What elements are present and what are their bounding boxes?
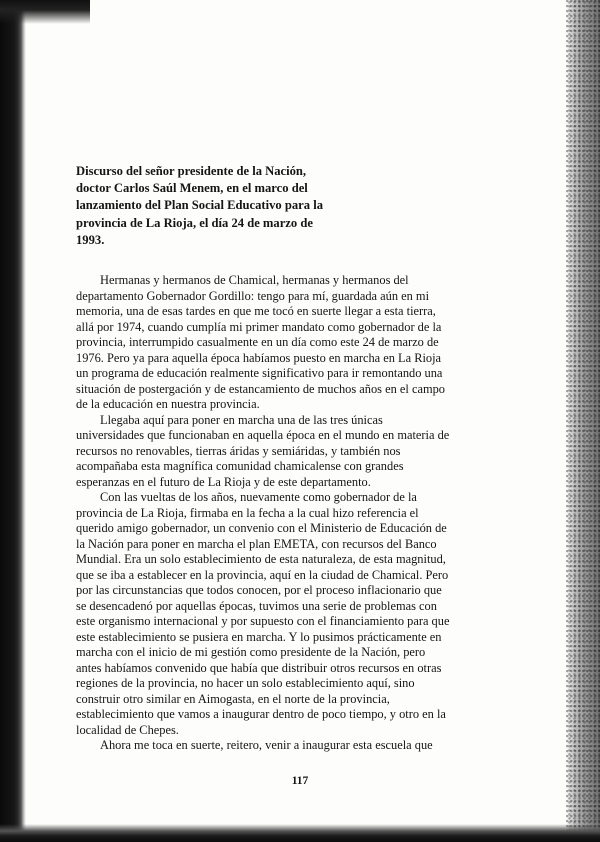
speech-paragraph-2 [76,413,486,491]
body-line: situación de postergación y de estancamiento de muchos años en el campo [76,381,445,396]
body-line: querido amigo gobernador, un convenio con el Ministerio de Educación de [76,521,447,536]
page-content [76,163,486,754]
body-line: memoria, una de esas tardes en que me tocó en suerte llegar a esta tierra, [76,304,436,319]
body-line: establecimiento que vamos a inaugurar dentro de poco tiempo, y otro en la [76,707,446,722]
body-line: este establecimiento se pusiera en marcha. Y lo pusimos prácticamente en [76,629,442,644]
heading-line: 1993. [76,232,105,247]
body-line: se desencadenó por aquellas épocas, tuvimos una serie de problemas con [76,598,437,613]
body-line: por las circunstancias que todos conocen, por el proceso inflacionario que [76,583,442,598]
heading-line: lanzamiento del Plan Social Educativo para la [76,198,323,213]
body-line: este organismo internacional y por supuesto con el financiamiento para que [76,614,450,629]
heading-line: doctor Carlos Saúl Menem, en el marco del [76,181,308,196]
body-line: allá por 1974, cuando cumplía mi primer mandato como gobernador de la [76,319,442,334]
body-line: de la educación en nuestra provincia. [76,397,260,412]
body-line: Con las vueltas de los años, nuevamente como gobernador de la [100,490,417,505]
scan-edge-left [0,0,26,842]
body-line: 1976. Pero ya para aquella época habíamos puesto en marcha en La Rioja [76,350,442,365]
heading-line: provincia de La Rioja, el día 24 de marzo de [76,215,313,230]
body-line: recursos no renovables, tierras áridas y semiáridas, y también nos [76,443,401,458]
body-line: acompañaba esta magnífica comunidad chamicalense con grandes [76,459,404,474]
body-line: regiones de la provincia, no hacer un solo establecimiento aquí, sino [76,676,415,691]
body-line: construir otro similar en Aimogasta, en el norte de la provincia, [76,691,390,706]
speech-paragraph-4 [76,738,486,754]
page-number: 117 [291,775,309,787]
body-line: la Nación para poner en marcha el plan EMETA, con recursos del Banco [76,536,437,551]
heading-line: Discurso del señor presidente de la Nación, [76,164,307,178]
body-line: marcha con el inicio de mi gestión como presidente de la Nación, pero [76,645,426,660]
scan-edge-bottom [0,822,600,842]
scan-edge-right [566,0,600,842]
body-line: Llegaba aquí para poner en marcha una de las tres únicas [100,412,383,427]
speech-heading [76,163,366,249]
body-line: Hermanas y hermanos de Chamical, hermanas y hermanos del [100,273,409,288]
body-line: un programa de educación realmente significativo para ir remontando una [76,366,443,381]
speech-paragraph-3 [76,490,486,738]
body-line: que se iba a establecer en la provincia, aquí en la ciudad de Chamical. Pero [76,567,449,582]
body-line: esperanzas en el futuro de La Rioja y de este departamento. [76,474,371,489]
body-line: departamento Gobernador Gordillo: tengo para mí, guardada aún en mi [76,288,430,303]
speech-paragraph-1 [76,273,486,413]
body-line: localidad de Chepes. [76,722,179,737]
body-line: antes habíamos convenido que había que distribuir otros recursos en otras [76,660,442,675]
body-line: provincia, interrumpido casualmente en un día como este 24 de marzo de [76,335,439,350]
body-line: Ahora me toca en suerte, reitero, venir a inaugurar esta escuela que [100,738,433,753]
scan-edge-top-left [0,0,90,26]
body-line: provincia de La Rioja, firmaba en la fecha a la cual hizo referencia el [76,505,419,520]
body-line: universidades que funcionaban en aquella época en el mundo en materia de [76,428,450,443]
body-line: Mundial. Era un solo establecimiento de esta naturaleza, de esta magnitud, [76,552,446,567]
